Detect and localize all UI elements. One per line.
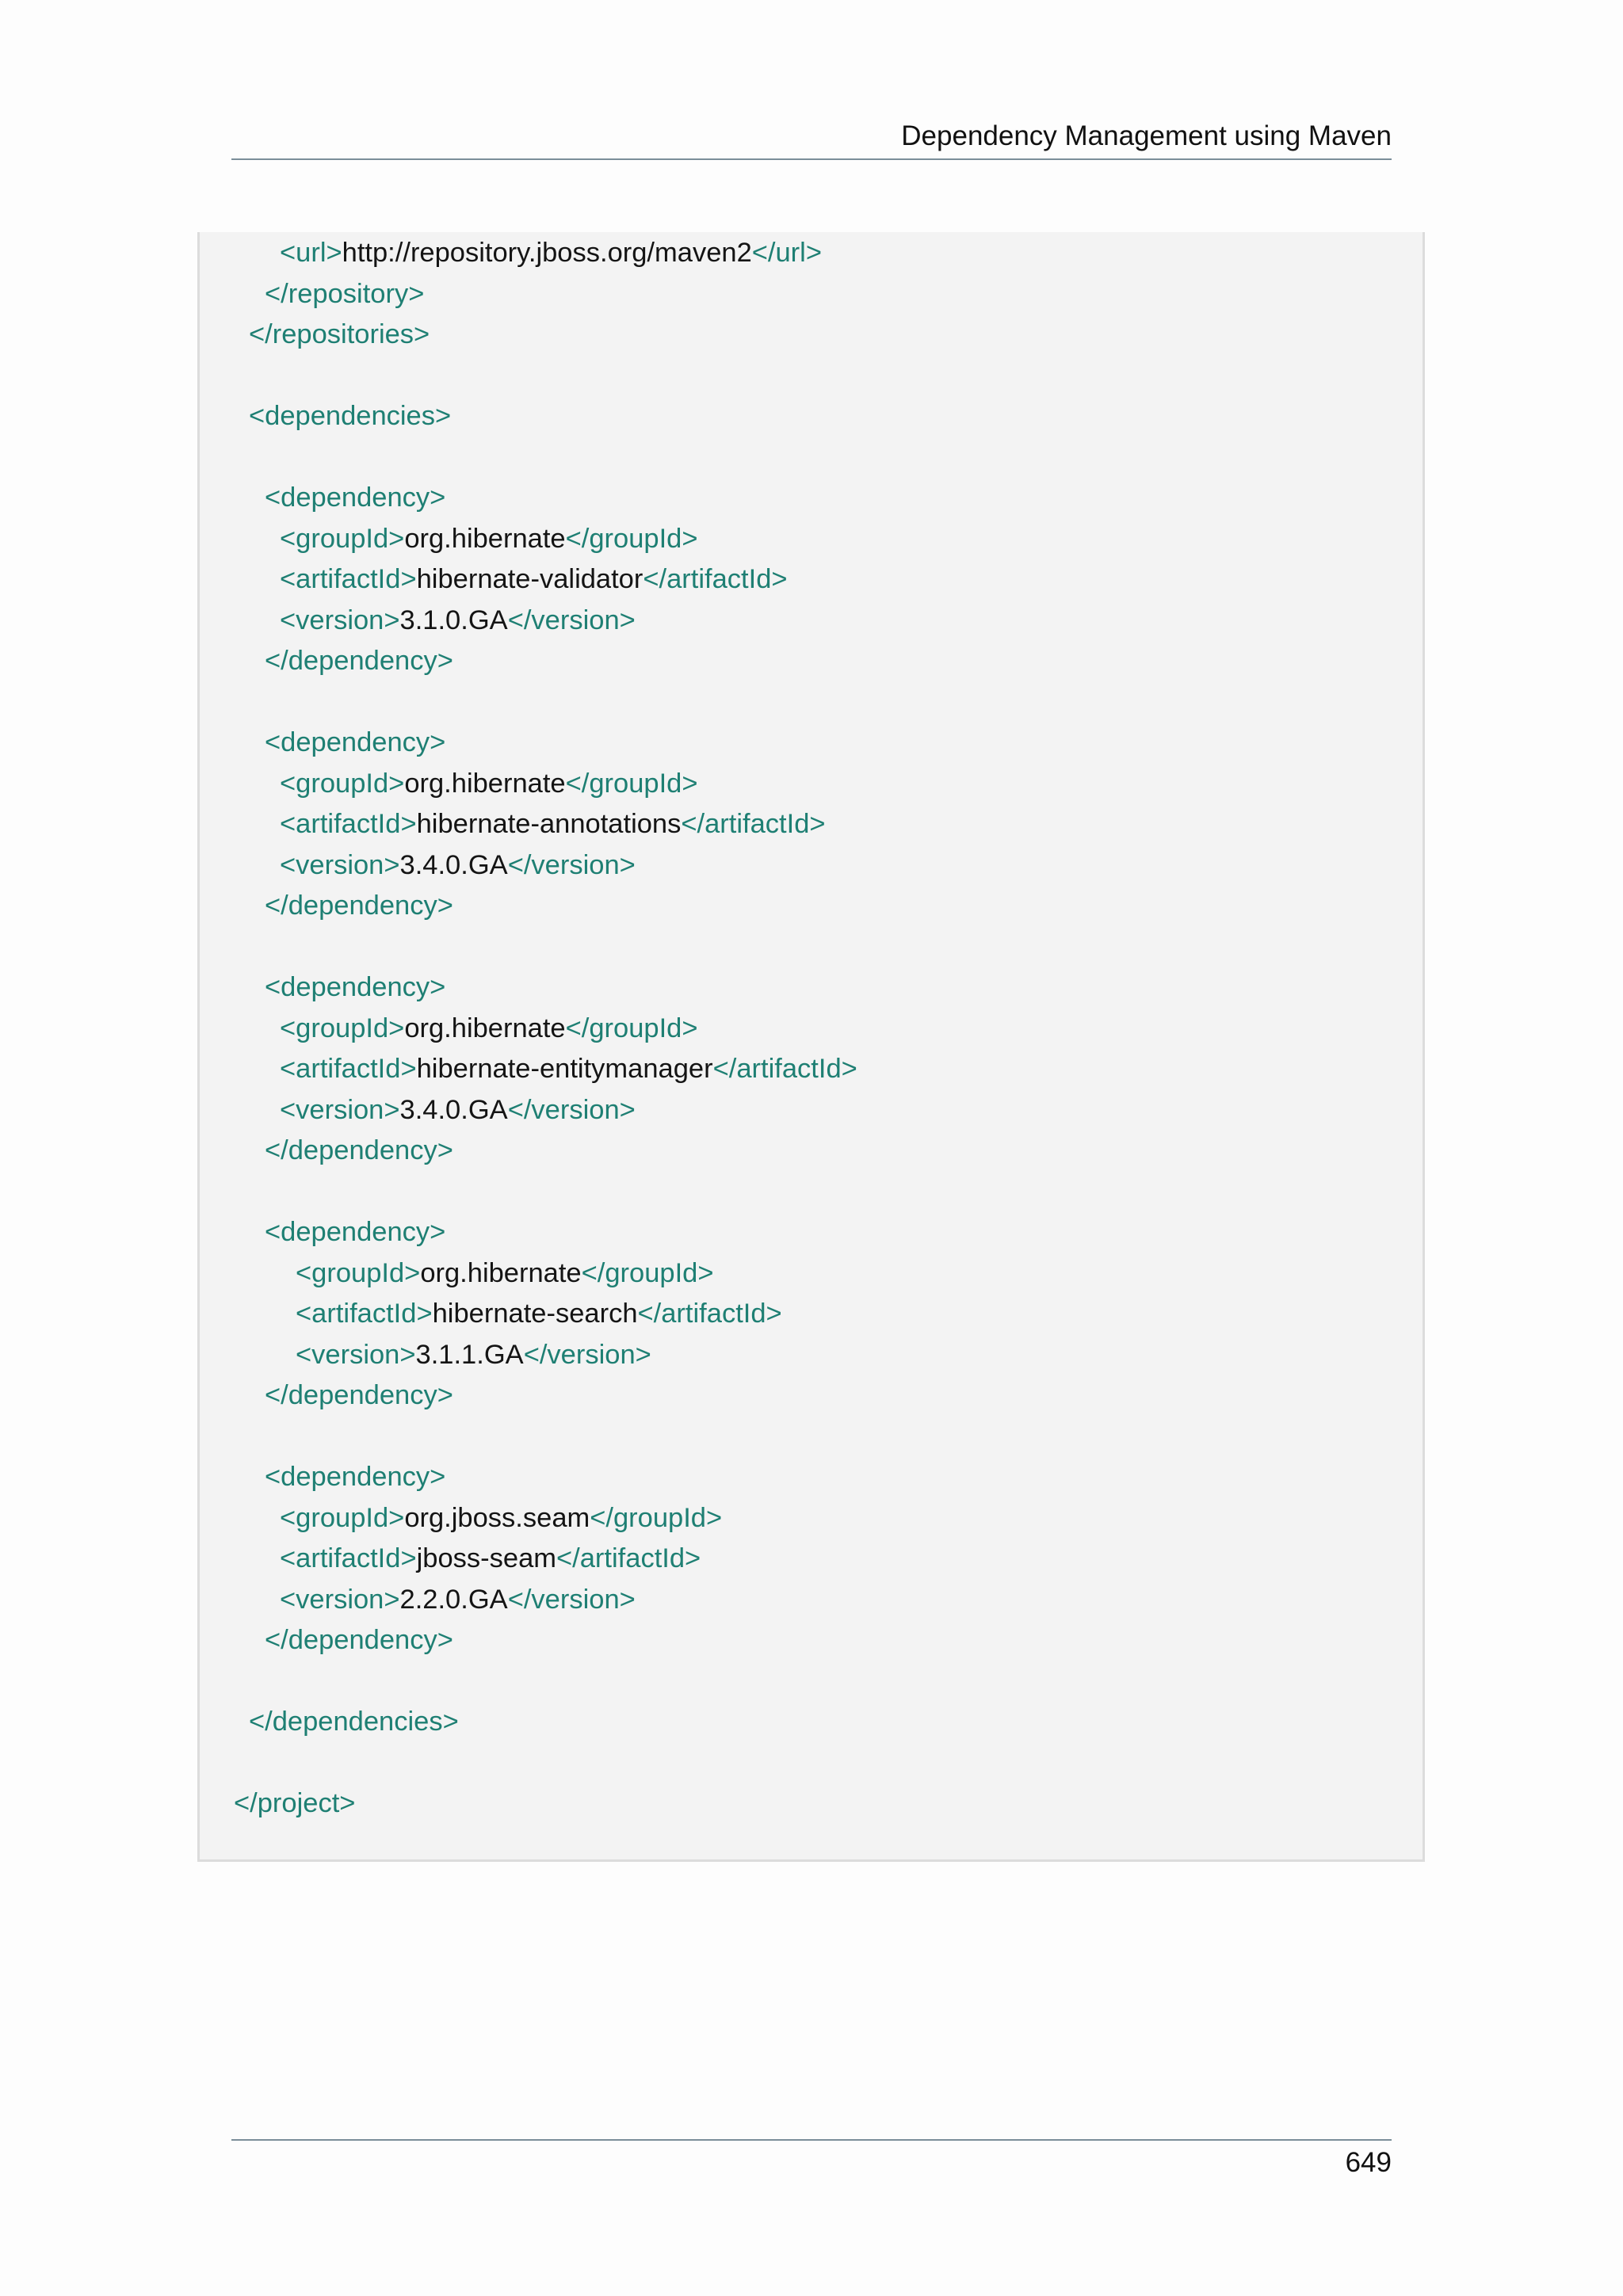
code-line	[296, 1334, 651, 1375]
code-line	[280, 600, 636, 641]
xml-tag: </dependency>	[265, 1380, 453, 1410]
xml-tag: <artifactId>	[280, 564, 417, 594]
xml-text: org.hibernate	[404, 1013, 566, 1043]
xml-text: hibernate-validator	[416, 564, 643, 594]
code-line	[280, 1579, 636, 1620]
code-line	[265, 1375, 453, 1416]
code-line	[265, 640, 453, 681]
xml-tag: </dependency>	[265, 1135, 453, 1165]
xml-tag: </artifactId>	[681, 809, 826, 839]
xml-tag: </version>	[507, 605, 636, 635]
xml-tag: </repositories>	[249, 319, 430, 349]
xml-text: 3.4.0.GA	[399, 849, 508, 880]
code-line	[265, 1456, 445, 1497]
code-line	[280, 518, 698, 559]
xml-tag: </version>	[507, 849, 636, 880]
xml-text: http://repository.jboss.org/maven2	[342, 238, 752, 268]
xml-tag: <artifactId>	[280, 809, 417, 839]
xml-tag: <groupId>	[280, 1013, 405, 1043]
code-listing	[197, 232, 1425, 1862]
code-line	[280, 763, 698, 804]
code-line	[265, 1211, 445, 1253]
xml-text: 3.1.1.GA	[415, 1339, 524, 1370]
page-header	[231, 111, 1392, 160]
code-line	[249, 1701, 459, 1742]
xml-text: jboss-seam	[416, 1543, 557, 1573]
xml-tag: </version>	[507, 1584, 636, 1615]
xml-tag: </artifactId>	[637, 1299, 782, 1329]
page-number: 649	[1345, 2147, 1392, 2178]
xml-tag: <dependency>	[265, 1462, 446, 1492]
code-line	[296, 1253, 714, 1294]
xml-tag: <url>	[280, 238, 342, 268]
xml-tag: <groupId>	[280, 768, 405, 799]
xml-text: org.hibernate	[404, 523, 566, 554]
xml-tag: <groupId>	[280, 523, 405, 554]
code-line	[280, 1008, 698, 1049]
running-header-title: Dependency Management using Maven	[901, 120, 1392, 151]
code-line	[280, 232, 822, 273]
xml-tag: <dependency>	[265, 482, 446, 513]
xml-tag: </dependency>	[265, 646, 453, 676]
code-line	[265, 967, 445, 1008]
xml-tag: </groupId>	[581, 1257, 714, 1288]
xml-text: org.hibernate	[404, 768, 566, 799]
xml-tag: </artifactId>	[643, 564, 788, 594]
xml-text: org.jboss.seam	[404, 1502, 590, 1533]
xml-tag: </artifactId>	[556, 1543, 701, 1573]
xml-tag: </artifactId>	[712, 1054, 857, 1084]
xml-tag: </dependencies>	[249, 1707, 459, 1737]
code-line	[265, 477, 445, 518]
xml-tag: <version>	[296, 1339, 416, 1370]
xml-tag: <artifactId>	[280, 1543, 417, 1573]
xml-tag: <dependency>	[265, 727, 446, 757]
xml-tag: <artifactId>	[296, 1299, 433, 1329]
page-footer	[231, 2139, 1392, 2178]
xml-tag: </dependency>	[265, 1625, 453, 1655]
code-line	[280, 1497, 722, 1539]
xml-tag: </dependency>	[265, 891, 453, 921]
code-line	[280, 845, 636, 886]
xml-text: 2.2.0.GA	[399, 1584, 508, 1615]
code-line	[265, 1130, 453, 1171]
xml-text: org.hibernate	[420, 1257, 582, 1288]
xml-tag: <version>	[280, 605, 400, 635]
xml-text: hibernate-annotations	[416, 809, 682, 839]
xml-text: 3.4.0.GA	[399, 1094, 508, 1125]
xml-tag: </repository>	[265, 278, 425, 309]
code-line	[249, 314, 430, 355]
xml-tag: <groupId>	[296, 1257, 421, 1288]
xml-tag: </version>	[507, 1094, 636, 1125]
code-line	[265, 273, 424, 315]
xml-tag: <groupId>	[280, 1502, 405, 1533]
xml-tag: </groupId>	[590, 1502, 723, 1533]
xml-tag: <artifactId>	[280, 1054, 417, 1084]
xml-tag: </groupId>	[565, 1013, 698, 1043]
xml-tag: </groupId>	[565, 523, 698, 554]
code-line	[265, 885, 453, 926]
xml-tag: </version>	[523, 1339, 651, 1370]
xml-tag: <version>	[280, 1094, 400, 1125]
code-line	[296, 1293, 782, 1334]
xml-text: 3.1.0.GA	[399, 605, 508, 635]
code-line	[249, 395, 451, 437]
code-line	[234, 1783, 355, 1824]
code-line	[280, 559, 788, 600]
xml-text: hibernate-search	[432, 1299, 638, 1329]
xml-tag: <dependency>	[265, 1217, 446, 1247]
xml-tag: <dependencies>	[249, 401, 452, 431]
xml-tag: </groupId>	[565, 768, 698, 799]
code-line	[280, 803, 826, 845]
code-line	[280, 1048, 857, 1089]
xml-tag: <dependency>	[265, 972, 446, 1002]
xml-tag: </url>	[751, 238, 822, 268]
code-line	[280, 1538, 701, 1579]
code-line	[265, 1619, 453, 1661]
xml-text: hibernate-entitymanager	[416, 1054, 713, 1084]
xml-tag: <version>	[280, 849, 400, 880]
code-line	[265, 722, 445, 763]
xml-tag: </project>	[234, 1788, 356, 1818]
xml-tag: <version>	[280, 1584, 400, 1615]
code-line	[280, 1089, 636, 1131]
